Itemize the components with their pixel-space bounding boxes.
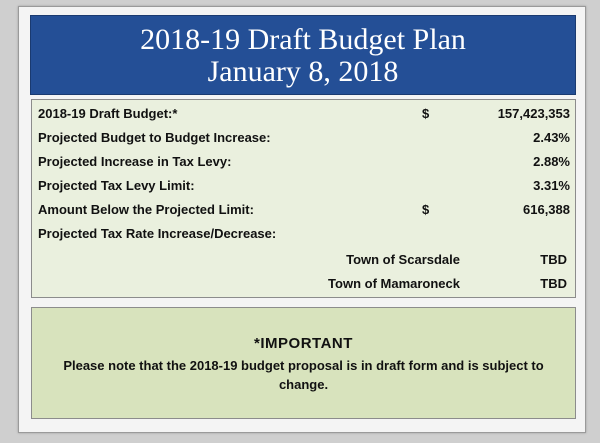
important-notice <box>31 307 576 419</box>
dollar-sign: $ <box>422 202 430 217</box>
row-budget-increase <box>32 127 575 149</box>
dollar-sign: $ <box>422 106 430 121</box>
row-value: 3.31% <box>533 178 570 193</box>
row-amount-below-limit <box>32 199 575 221</box>
subrow-mamaroneck <box>32 273 575 295</box>
row-tax-rate-change <box>32 223 575 245</box>
row-tax-levy-increase <box>32 151 575 173</box>
slide <box>18 6 586 433</box>
subrow-value: TBD <box>540 252 567 267</box>
title-line-2: January 8, 2018 <box>207 55 399 88</box>
notice-title: *IMPORTANT <box>254 335 353 352</box>
row-label: 2018-19 Draft Budget:* <box>38 106 178 121</box>
subrow-scarsdale <box>32 249 575 271</box>
budget-summary-table <box>31 99 576 298</box>
row-label: Projected Increase in Tax Levy: <box>38 154 232 169</box>
subrow-label: Town of Mamaroneck <box>328 276 460 291</box>
row-tax-levy-limit <box>32 175 575 197</box>
row-value: 2.88% <box>533 154 570 169</box>
row-draft-budget <box>32 103 575 125</box>
row-label: Projected Tax Rate Increase/Decrease: <box>38 226 277 241</box>
row-label: Amount Below the Projected Limit: <box>38 202 254 217</box>
row-value: 616,388 <box>523 202 570 217</box>
row-value: 157,423,353 <box>497 106 570 121</box>
subrow-value: TBD <box>540 276 567 291</box>
subrow-label: Town of Scarsdale <box>346 252 460 267</box>
row-label: Projected Tax Levy Limit: <box>38 178 195 193</box>
title-banner <box>30 15 576 95</box>
notice-body: Please note that the 2018-19 budget proposal is in draft form and is subject to change. <box>63 358 544 392</box>
title-line-1: 2018-19 Draft Budget Plan <box>140 23 466 56</box>
row-label: Projected Budget to Budget Increase: <box>38 130 271 145</box>
row-value: 2.43% <box>533 130 570 145</box>
